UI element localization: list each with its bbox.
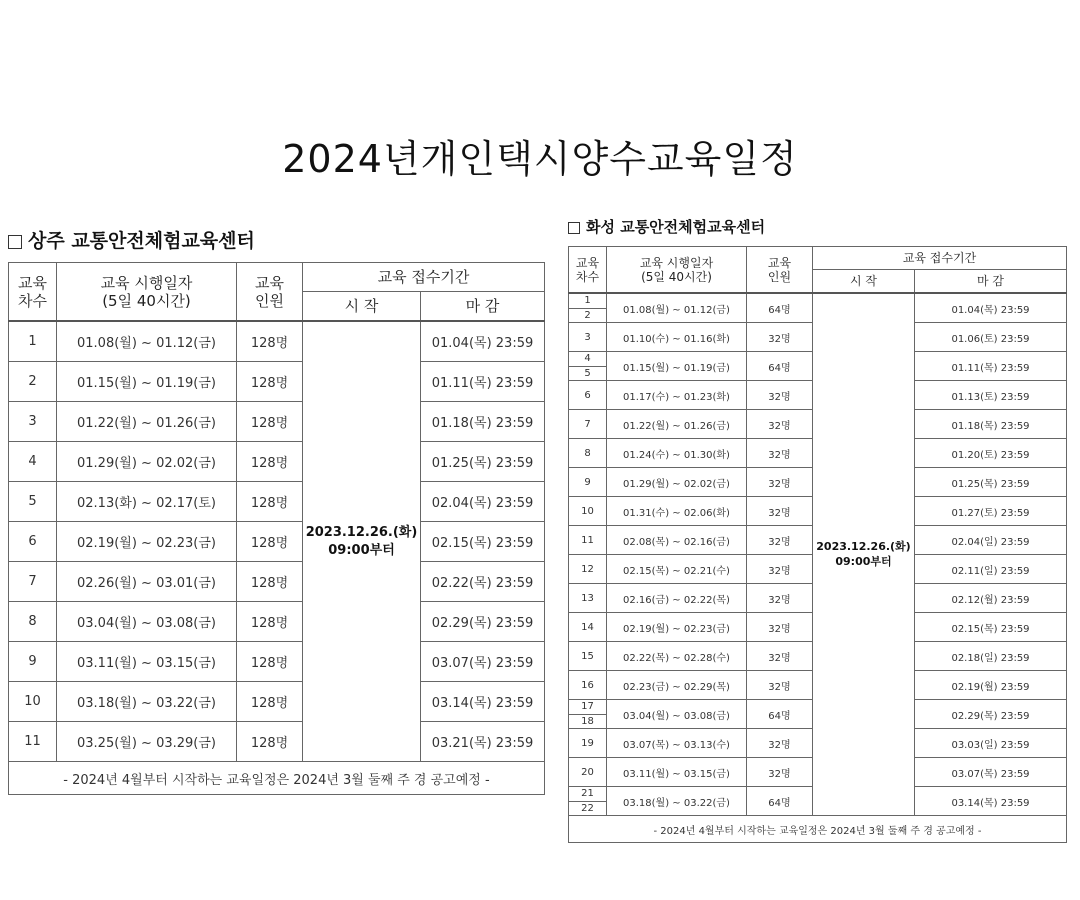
dates-cell: 03.18(월) ~ 03.22(금) xyxy=(607,787,747,816)
round-cell: 4 xyxy=(9,442,57,482)
capacity-cell: 32명 xyxy=(747,642,813,671)
end-cell: 03.03(일) 23:59 xyxy=(915,729,1067,758)
table-row xyxy=(9,722,545,762)
round-cell xyxy=(569,700,607,729)
sangju-title-text: 상주 교통안전체험교육센터 xyxy=(28,230,255,252)
round-cell: 7 xyxy=(9,562,57,602)
start-time: 09:00부터 xyxy=(328,542,395,558)
dates-cell: 01.22(월) ~ 01.26(금) xyxy=(57,402,237,442)
end-cell: 01.18(목) 23:59 xyxy=(915,410,1067,439)
header-round: 교육 차수 xyxy=(569,247,607,294)
end-cell: 02.22(목) 23:59 xyxy=(421,562,545,602)
round-cell: 7 xyxy=(569,410,607,439)
hwaseong-title-text: 화성 교통안전체험교육센터 xyxy=(586,218,766,236)
dates-cell: 01.08(월) ~ 01.12(금) xyxy=(57,321,237,362)
round-cell: 3 xyxy=(569,323,607,352)
capacity-cell: 32명 xyxy=(747,671,813,700)
round-cell xyxy=(569,787,607,816)
end-cell: 02.15(목) 23:59 xyxy=(915,613,1067,642)
capacity-cell: 128명 xyxy=(237,442,303,482)
start-cell xyxy=(303,321,421,762)
table-row xyxy=(9,321,545,362)
round-cell: 8 xyxy=(9,602,57,642)
capacity-cell: 64명 xyxy=(747,293,813,323)
dates-cell: 02.26(월) ~ 03.01(금) xyxy=(57,562,237,602)
capacity-cell: 32명 xyxy=(747,381,813,410)
dates-cell: 01.08(월) ~ 01.12(금) xyxy=(607,293,747,323)
header-start: 시 작 xyxy=(813,270,915,294)
dates-cell: 01.24(수) ~ 01.30(화) xyxy=(607,439,747,468)
note-row xyxy=(9,762,545,795)
dates-cell: 02.16(금) ~ 02.22(목) xyxy=(607,584,747,613)
round-cell: 1 xyxy=(9,321,57,362)
round-cell: 10 xyxy=(569,497,607,526)
dates-cell: 01.10(수) ~ 01.16(화) xyxy=(607,323,747,352)
round-cell xyxy=(569,352,607,381)
header-start: 시 작 xyxy=(303,292,421,322)
dates-cell: 03.25(월) ~ 03.29(금) xyxy=(57,722,237,762)
round-cell: 8 xyxy=(569,439,607,468)
round-cell: 9 xyxy=(9,642,57,682)
capacity-cell: 64명 xyxy=(747,787,813,816)
end-cell: 01.11(목) 23:59 xyxy=(421,362,545,402)
capacity-cell: 128명 xyxy=(237,602,303,642)
end-cell: 03.14(목) 23:59 xyxy=(915,787,1067,816)
end-cell: 01.04(목) 23:59 xyxy=(421,321,545,362)
round-number: 18 xyxy=(581,715,594,727)
end-cell: 02.29(목) 23:59 xyxy=(421,602,545,642)
capacity-cell: 32명 xyxy=(747,410,813,439)
round-cell: 15 xyxy=(569,642,607,671)
header-capacity: 교육 인원 xyxy=(237,263,303,322)
table-row xyxy=(9,362,545,402)
checkbox-square-icon xyxy=(8,235,22,249)
end-cell: 03.07(목) 23:59 xyxy=(915,758,1067,787)
capacity-cell: 128명 xyxy=(237,362,303,402)
hwaseong-section-title xyxy=(568,216,765,237)
dates-cell: 03.11(월) ~ 03.15(금) xyxy=(57,642,237,682)
table-row xyxy=(9,642,545,682)
end-cell: 01.25(목) 23:59 xyxy=(421,442,545,482)
dates-cell: 03.18(월) ~ 03.22(금) xyxy=(57,682,237,722)
round-number: 21 xyxy=(569,787,606,802)
dates-cell: 02.23(금) ~ 02.29(목) xyxy=(607,671,747,700)
round-split-pair xyxy=(569,294,606,322)
page-title: 2024년개인택시양수교육일정 xyxy=(282,137,798,181)
capacity-cell: 128명 xyxy=(237,562,303,602)
round-cell: 6 xyxy=(569,381,607,410)
table-row xyxy=(9,602,545,642)
round-cell: 12 xyxy=(569,555,607,584)
round-cell: 11 xyxy=(9,722,57,762)
round-cell: 19 xyxy=(569,729,607,758)
capacity-cell: 32명 xyxy=(747,555,813,584)
end-cell: 01.18(목) 23:59 xyxy=(421,402,545,442)
checkbox-square-icon xyxy=(568,222,580,234)
start-date: 2023.12.26.(화) xyxy=(816,539,911,553)
round-split-pair xyxy=(569,787,606,815)
dates-cell: 01.29(월) ~ 02.02(금) xyxy=(57,442,237,482)
end-cell: 01.25(목) 23:59 xyxy=(915,468,1067,497)
dates-cell: 02.22(목) ~ 02.28(수) xyxy=(607,642,747,671)
table-row xyxy=(569,293,1067,323)
capacity-cell: 32명 xyxy=(747,758,813,787)
header-end: 마 감 xyxy=(915,270,1067,294)
table-row xyxy=(9,482,545,522)
capacity-cell: 64명 xyxy=(747,352,813,381)
capacity-cell: 128명 xyxy=(237,321,303,362)
capacity-cell: 128명 xyxy=(237,722,303,762)
end-cell: 01.11(목) 23:59 xyxy=(915,352,1067,381)
end-cell: 03.21(목) 23:59 xyxy=(421,722,545,762)
header-end: 마 감 xyxy=(421,292,545,322)
end-cell: 02.11(일) 23:59 xyxy=(915,555,1067,584)
end-cell: 02.18(일) 23:59 xyxy=(915,642,1067,671)
end-cell: 03.07(목) 23:59 xyxy=(421,642,545,682)
header-capacity: 교육 인원 xyxy=(747,247,813,294)
dates-cell: 02.08(목) ~ 02.16(금) xyxy=(607,526,747,555)
table-row xyxy=(9,402,545,442)
dates-cell: 01.15(월) ~ 01.19(금) xyxy=(607,352,747,381)
round-cell: 20 xyxy=(569,758,607,787)
header-period: 교육 접수기간 xyxy=(303,263,545,292)
start-time: 09:00부터 xyxy=(835,554,892,568)
capacity-cell: 32명 xyxy=(747,323,813,352)
dates-cell: 03.04(월) ~ 03.08(금) xyxy=(607,700,747,729)
round-number: 22 xyxy=(581,802,594,814)
end-cell: 01.06(토) 23:59 xyxy=(915,323,1067,352)
dates-cell: 02.19(월) ~ 02.23(금) xyxy=(57,522,237,562)
round-number: 4 xyxy=(569,352,606,367)
sangju-section-title xyxy=(8,226,255,253)
start-cell xyxy=(813,293,915,816)
capacity-cell: 32명 xyxy=(747,439,813,468)
table-row xyxy=(9,442,545,482)
capacity-cell: 128명 xyxy=(237,402,303,442)
end-cell: 01.13(토) 23:59 xyxy=(915,381,1067,410)
round-cell: 5 xyxy=(9,482,57,522)
dates-cell: 03.07(목) ~ 03.13(수) xyxy=(607,729,747,758)
round-number: 2 xyxy=(584,309,591,321)
dates-cell: 01.15(월) ~ 01.19(금) xyxy=(57,362,237,402)
capacity-cell: 32명 xyxy=(747,526,813,555)
capacity-cell: 128명 xyxy=(237,522,303,562)
table-row xyxy=(9,682,545,722)
end-cell: 01.04(목) 23:59 xyxy=(915,293,1067,323)
dates-cell: 03.04(월) ~ 03.08(금) xyxy=(57,602,237,642)
capacity-cell: 32명 xyxy=(747,497,813,526)
hwaseong-schedule-table xyxy=(568,246,1067,843)
end-cell: 02.19(월) 23:59 xyxy=(915,671,1067,700)
round-cell: 2 xyxy=(9,362,57,402)
header-round: 교육 차수 xyxy=(9,263,57,322)
capacity-cell: 128명 xyxy=(237,682,303,722)
end-cell: 02.15(목) 23:59 xyxy=(421,522,545,562)
header-period: 교육 접수기간 xyxy=(813,247,1067,270)
dates-cell: 01.17(수) ~ 01.23(화) xyxy=(607,381,747,410)
capacity-cell: 32명 xyxy=(747,729,813,758)
round-cell: 14 xyxy=(569,613,607,642)
end-cell: 02.29(목) 23:59 xyxy=(915,700,1067,729)
round-cell: 3 xyxy=(9,402,57,442)
sangju-schedule-table xyxy=(8,262,545,795)
table-row xyxy=(9,522,545,562)
capacity-cell: 128명 xyxy=(237,482,303,522)
round-split-pair xyxy=(569,700,606,728)
round-cell: 16 xyxy=(569,671,607,700)
dates-cell: 01.29(월) ~ 02.02(금) xyxy=(607,468,747,497)
dates-cell: 02.13(화) ~ 02.17(토) xyxy=(57,482,237,522)
round-cell xyxy=(569,293,607,323)
capacity-cell: 32명 xyxy=(747,584,813,613)
header-dates: 교육 시행일자 (5일 40시간) xyxy=(57,263,237,322)
capacity-cell: 32명 xyxy=(747,613,813,642)
dates-cell: 02.19(월) ~ 02.23(금) xyxy=(607,613,747,642)
capacity-cell: 32명 xyxy=(747,468,813,497)
end-cell: 02.04(목) 23:59 xyxy=(421,482,545,522)
dates-cell: 02.15(목) ~ 02.21(수) xyxy=(607,555,747,584)
dates-cell: 03.11(월) ~ 03.15(금) xyxy=(607,758,747,787)
footer-note: - 2024년 4월부터 시작하는 교육일정은 2024년 3월 둘째 주 경 공고예정 - xyxy=(9,762,545,795)
end-cell: 01.20(토) 23:59 xyxy=(915,439,1067,468)
end-cell: 01.27(토) 23:59 xyxy=(915,497,1067,526)
end-cell: 02.04(일) 23:59 xyxy=(915,526,1067,555)
round-cell: 6 xyxy=(9,522,57,562)
end-cell: 03.14(목) 23:59 xyxy=(421,682,545,722)
round-cell: 9 xyxy=(569,468,607,497)
round-cell: 10 xyxy=(9,682,57,722)
table-row xyxy=(9,562,545,602)
round-number: 1 xyxy=(569,294,606,309)
footer-note: - 2024년 4월부터 시작하는 교육일정은 2024년 3월 둘째 주 경 공고예정 - xyxy=(569,816,1067,843)
round-number: 17 xyxy=(569,700,606,715)
end-cell: 02.12(월) 23:59 xyxy=(915,584,1067,613)
note-row xyxy=(569,816,1067,843)
capacity-cell: 128명 xyxy=(237,642,303,682)
dates-cell: 01.22(월) ~ 01.26(금) xyxy=(607,410,747,439)
round-cell: 13 xyxy=(569,584,607,613)
dates-cell: 01.31(수) ~ 02.06(화) xyxy=(607,497,747,526)
round-cell: 11 xyxy=(569,526,607,555)
header-dates: 교육 시행일자 (5일 40시간) xyxy=(607,247,747,294)
start-date: 2023.12.26.(화) xyxy=(305,524,418,540)
round-number: 5 xyxy=(584,367,591,379)
capacity-cell: 64명 xyxy=(747,700,813,729)
round-split-pair xyxy=(569,352,606,380)
